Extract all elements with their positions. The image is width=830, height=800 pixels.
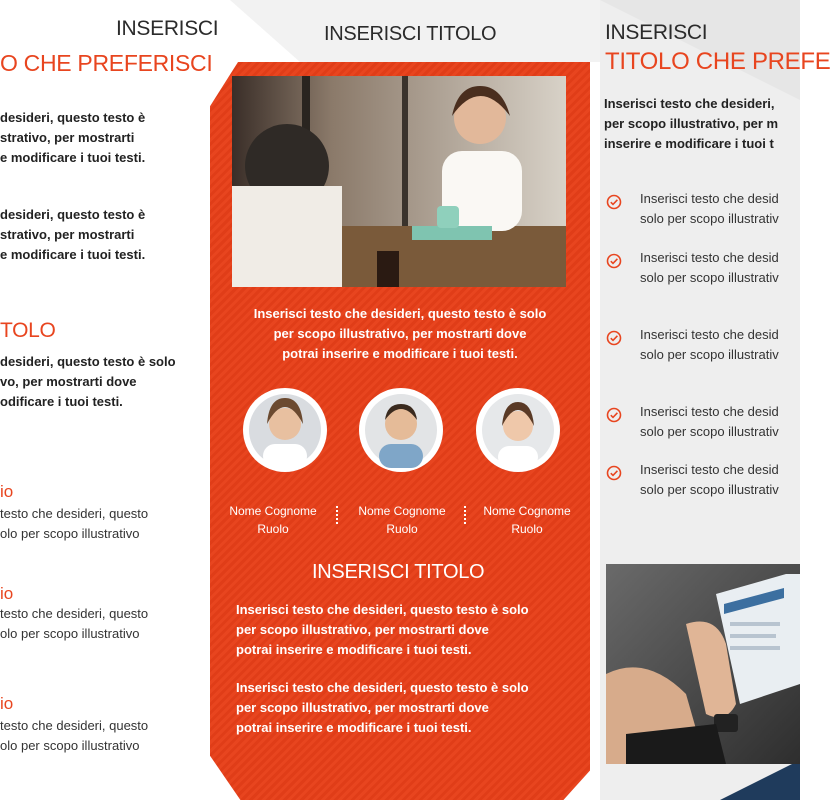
- team-member-2-role: Ruolo: [386, 522, 418, 536]
- check-circle-icon: [606, 194, 622, 210]
- checklist-item-1: Inserisci testo che desid solo per scopo illustrativ: [640, 191, 779, 226]
- left-paragraph-3: desideri, questo testo è solo vo, per mostrarti dove odificare i tuoi testi.: [0, 354, 176, 409]
- center-intro-text: Inserisci testo che desideri, questo testo è solo per scopo illustrativo, per mostrarti dove potrai inserire e modificare i tuoi testi.: [253, 306, 547, 361]
- team-divider-1: [336, 506, 340, 524]
- center-top-title: INSERISCI TITOLO: [324, 23, 497, 45]
- cafe-meeting-photo: [232, 76, 566, 287]
- right-intro-text: Inserisci testo che desideri, per scopo illustrativo, per m inserire e modificare i tuoi t: [604, 96, 779, 151]
- left-title-line1: INSERISCI: [116, 17, 219, 40]
- left-item-1-text: testo che desideri, questo olo per scopo illustrativo: [0, 506, 149, 541]
- team-member-3-role: Ruolo: [511, 522, 543, 536]
- team-member-2-name: Nome Cognome: [358, 504, 446, 518]
- smartphone-photo: [606, 564, 800, 764]
- left-title-line2: O CHE PREFERISCI: [0, 50, 213, 76]
- team-member-2-avatar: [359, 388, 443, 472]
- left-paragraph-1: desideri, questo testo è strativo, per mostrarti e modificare i tuoi testi.: [0, 110, 146, 165]
- check-circle-icon: [606, 465, 622, 481]
- checklist-item-3: Inserisci testo che desid solo per scopo illustrativ: [640, 327, 779, 362]
- cafe-meeting-illustration: [232, 76, 566, 287]
- checklist-item-5: Inserisci testo che desid solo per scopo illustrativ: [640, 462, 779, 497]
- team-member-3-avatar: [476, 388, 560, 472]
- center-section-title: INSERISCI TITOLO: [312, 561, 485, 583]
- hands-with-phone-illustration: [606, 564, 800, 764]
- check-circle-icon: [606, 407, 622, 423]
- left-item-3-text: testo che desideri, questo olo per scopo illustrativo: [0, 718, 149, 753]
- left-subtitle: TOLO: [0, 319, 56, 342]
- center-paragraph-2: Inserisci testo che desideri, questo testo è solo per scopo illustrativo, per mostrarti dove potrai inserire e modificare i tuoi testi.: [236, 680, 529, 735]
- check-circle-icon: [606, 330, 622, 346]
- checklist-item-4: Inserisci testo che desid solo per scopo illustrativ: [640, 404, 779, 439]
- right-title-line2: TITOLO CHE PREFE: [605, 48, 830, 75]
- team-member-3-name: Nome Cognome: [483, 504, 571, 518]
- team-member-1-role: Ruolo: [257, 522, 289, 536]
- right-title-line1: INSERISCI: [605, 21, 708, 44]
- center-paragraph-1: Inserisci testo che desideri, questo testo è solo per scopo illustrativo, per mostrarti dove potrai inserire e modificare i tuoi testi.: [236, 602, 529, 657]
- left-item-1-label: io: [0, 482, 14, 501]
- left-item-2-label: io: [0, 584, 14, 603]
- team-member-1-name: Nome Cognome: [229, 504, 317, 518]
- team-divider-2: [464, 506, 468, 524]
- left-paragraph-2: desideri, questo testo è strativo, per mostrarti e modificare i tuoi testi.: [0, 207, 146, 262]
- left-item-3-label: io: [0, 694, 14, 713]
- checklist-item-2: Inserisci testo che desid solo per scopo illustrativ: [640, 250, 779, 285]
- team-member-1-avatar: [243, 388, 327, 472]
- check-circle-icon: [606, 253, 622, 269]
- left-item-2-text: testo che desideri, questo olo per scopo illustrativo: [0, 606, 149, 641]
